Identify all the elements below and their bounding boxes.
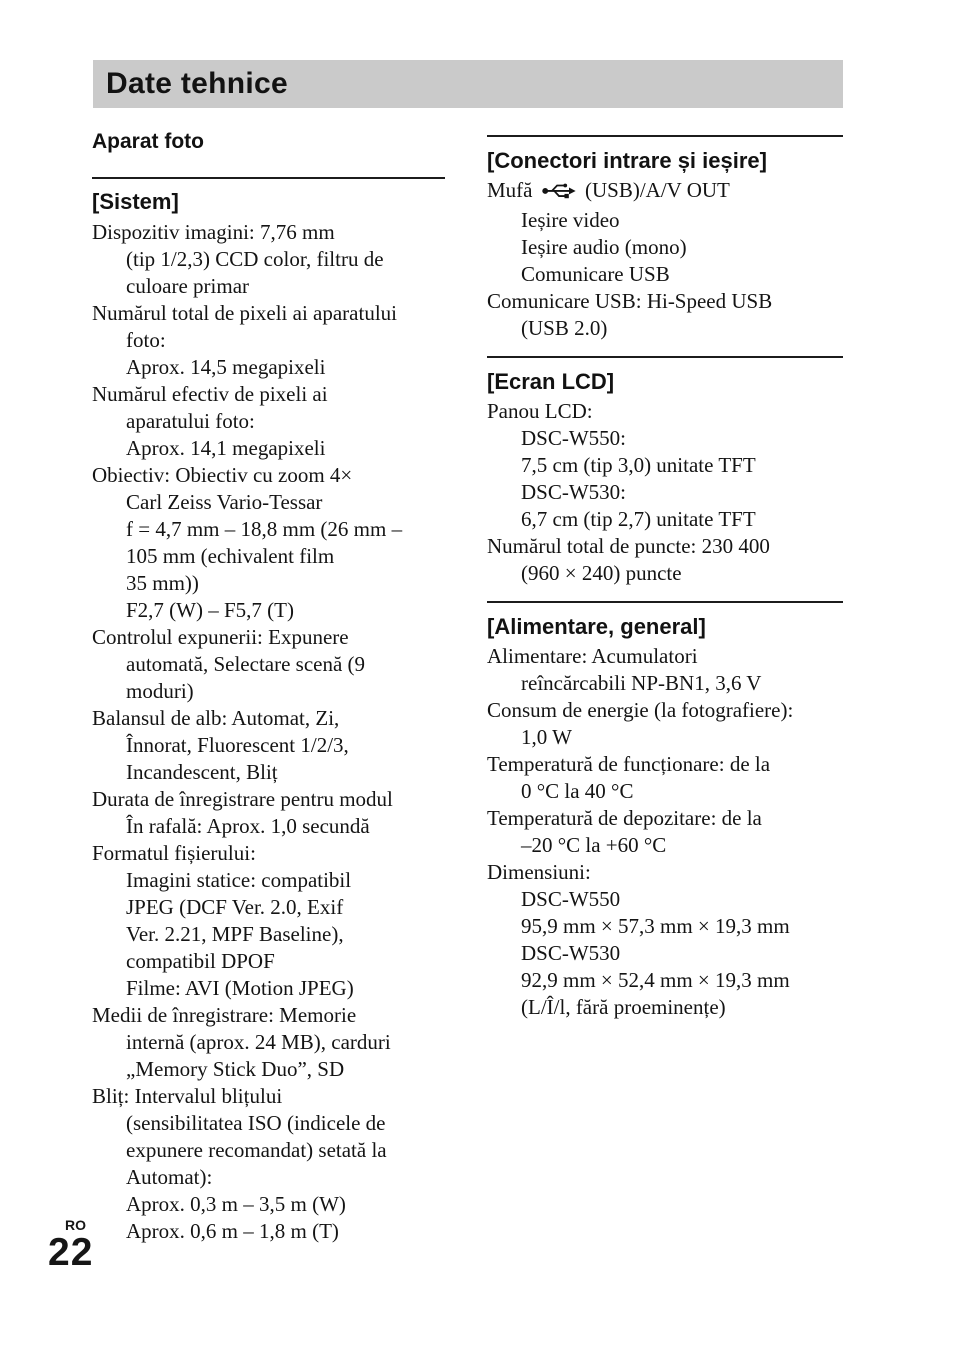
left-column [92,130,477,1245]
spec-line: „Memory Stick Duo”, SD [126,1057,345,1081]
page-number-block [48,1218,93,1273]
spec-line: Comunicare USB [521,262,670,286]
spec-line: Ieșire video [521,208,620,232]
spec-line: Carl Zeiss Vario-Tessar [126,490,323,514]
section-divider [92,177,445,179]
spec-line: Aprox. 0,6 m – 1,8 m (T) [126,1219,339,1243]
section-divider [487,135,843,137]
spec-line: 7,5 cm (tip 3,0) unitate TFT [521,453,756,477]
spec-line: Bliț: Intervalul blițului [92,1084,283,1108]
spec-line: Filme: AVI (Motion JPEG) [126,976,354,1000]
spec-line: (960 × 240) puncte [521,561,682,585]
spec-line: Obiectiv: Obiectiv cu zoom 4× [92,463,353,487]
spec-line: (tip 1/2,3) CCD color, filtru de [126,247,384,271]
spec-line: compatibil DPOF [126,949,275,973]
spec-line: DSC-W550: [521,426,626,450]
right-sections [487,135,859,1021]
page-title-bar [93,60,843,108]
spec-line: Dispozitiv imagini: 7,76 mm [92,220,335,244]
spec-line: În rafală: Aprox. 1,0 secundă [126,814,370,838]
spec-line: f = 4,7 mm – 18,8 mm (26 mm – [126,517,403,541]
spec-line: Panou LCD: [487,399,593,423]
spec-line: culoare primar [126,274,250,298]
spec-line: Comunicare USB: Hi-Speed USB [487,289,773,313]
spec-line: 95,9 mm × 57,3 mm × 19,3 mm [521,914,790,938]
spec-line: 6,7 cm (tip 2,7) unitate TFT [521,507,756,531]
right-column [487,121,859,1021]
spec-line: Dimensiuni: [487,860,591,884]
spec-line: Numărul total de pixeli ai aparatului [92,301,397,325]
spec-line: 105 mm (echivalent film [126,544,335,568]
spec-line: Temperatură de depozitare: de la [487,806,762,830]
section-divider [487,356,843,358]
page-number: 22 [48,1231,94,1274]
usb-icon [542,180,576,207]
spec-line: Medii de înregistrare: Memorie [92,1003,357,1027]
spec-line: JPEG (DCF Ver. 2.0, Exif [126,895,344,919]
spec-line: foto: [126,328,166,352]
page-title: Date tehnice [106,67,288,100]
spec-line: Numărul efectiv de pixeli ai [92,382,328,406]
spec-line: internă (aprox. 24 MB), carduri [126,1030,391,1054]
spec-line: moduri) [126,679,194,703]
section-heading: [Ecran LCD] [487,369,615,394]
spec-line: Alimentare: Acumulatori [487,644,698,668]
spec-line: Incandescent, Bliț [126,760,278,784]
page-language-label: RO [65,1217,86,1233]
spec-line: Durata de înregistrare pentru modul [92,787,393,811]
spec-line: F2,7 (W) – F5,7 (T) [126,598,294,622]
column-heading: Aparat foto [92,130,204,153]
spec-line: Temperatură de funcționare: de la [487,752,771,776]
section-divider [487,601,843,603]
spec-line: Ieșire audio (mono) [521,235,687,259]
spec-line: Balansul de alb: Automat, Zi, [92,706,340,730]
spec-line: Aprox. 14,5 megapixeli [126,355,326,379]
spec-line [487,177,859,207]
spec-line: reîncărcabili NP-BN1, 3,6 V [521,671,762,695]
spec-line: automată, Selectare scenă (9 [126,652,366,676]
spec-line-text: (USB)/A/V OUT [579,178,730,202]
spec-line: (L/Î/l, fără proeminențe) [521,995,726,1019]
spec-line: Formatul fișierului: [92,841,256,865]
spec-line: 35 mm)) [126,571,199,595]
section-heading: [Alimentare, general] [487,614,706,639]
left-sections [92,177,477,1245]
spec-line: 0 °C la 40 °C [521,779,634,803]
spec-line: Înnorat, Fluorescent 1/2/3, [126,733,349,757]
spec-line: Aprox. 0,3 m – 3,5 m (W) [126,1192,346,1216]
spec-line: Numărul total de puncte: 230 400 [487,534,770,558]
spec-line: DSC-W530 [521,941,621,965]
spec-line: Automat): [126,1165,213,1189]
spec-line: Imagini statice: compatibil [126,868,352,892]
spec-line: (USB 2.0) [521,316,608,340]
spec-line: expunere recomandat) setată la [126,1138,387,1162]
spec-line: DSC-W550 [521,887,621,911]
spec-line: Ver. 2.21, MPF Baseline), [126,922,344,946]
spec-line: Aprox. 14,1 megapixeli [126,436,326,460]
spec-line: DSC-W530: [521,480,626,504]
spec-line: aparatului foto: [126,409,255,433]
spec-line: 1,0 W [521,725,572,749]
spec-line: (sensibilitatea ISO (indicele de [126,1111,386,1135]
section-heading: [Conectori intrare și ieșire] [487,148,767,173]
spec-line: 92,9 mm × 52,4 mm × 19,3 mm [521,968,790,992]
spec-line: Controlul expunerii: Expunere [92,625,349,649]
spec-line: –20 °C la +60 °C [521,833,667,857]
spec-line-text: Mufă [487,178,538,202]
spec-line: Consum de energie (la fotografiere): [487,698,794,722]
section-heading: [Sistem] [92,189,179,214]
